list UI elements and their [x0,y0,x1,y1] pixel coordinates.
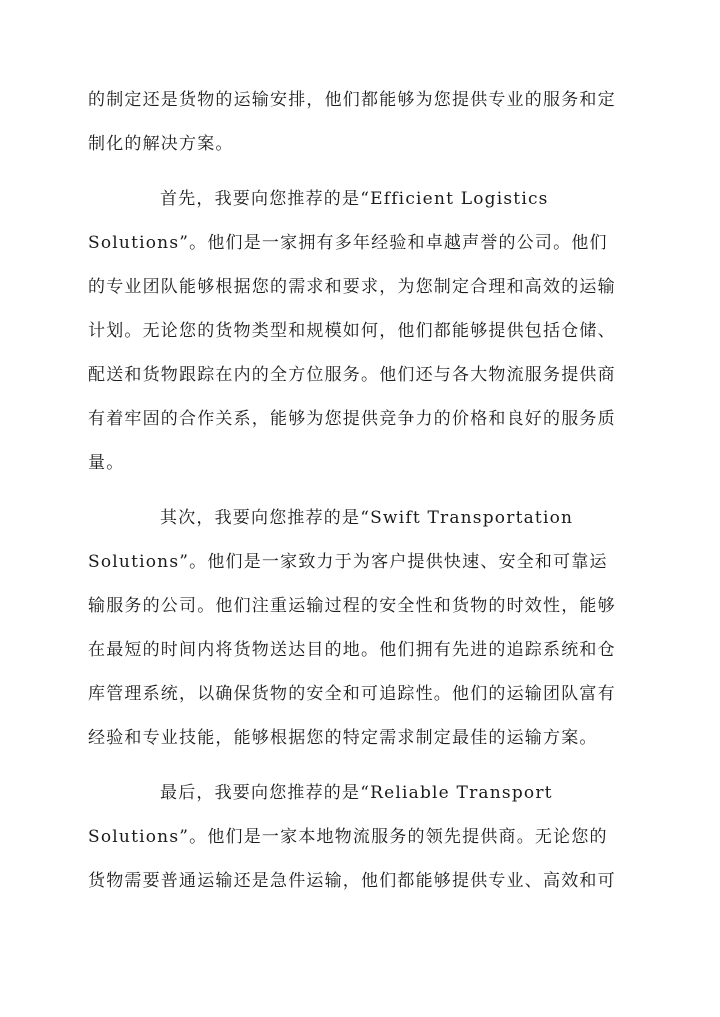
text-line: 经验和专业技能，能够根据您的特定需求制定最佳的运输方案。 [88,728,598,748]
text-line: 的制定还是货物的运输安排，他们都能够为您提供专业的服务和定 [88,90,616,110]
text-line: 的专业团队能够根据您的需求和要求，为您制定合理和高效的运输 [88,277,616,297]
text-line: 有着牢固的合作关系，能够为您提供竞争力的价格和良好的服务质 [88,409,616,429]
text-line: 货物需要普通运输还是急件运输，他们都能够提供专业、高效和可 [88,871,616,891]
text-line: Solutions”。他们是一家本地物流服务的领先提供商。无论您的 [88,827,608,847]
text-line: 库管理系统，以确保货物的安全和可追踪性。他们的运输团队富有 [88,684,616,704]
text-line: 量。 [88,453,125,473]
text-line: 在最短的时间内将货物送达目的地。他们拥有先进的追踪系统和仓 [88,640,616,660]
text-line: 制化的解决方案。 [88,134,234,154]
paragraph-start-line: 最后，我要向您推荐的是“Reliable Transport [160,783,553,803]
text-line: Solutions”。他们是一家致力于为客户提供快速、安全和可靠运 [88,552,608,572]
text-line: Solutions”。他们是一家拥有多年经验和卓越声誉的公司。他们 [88,233,608,253]
text-line: 配送和货物跟踪在内的全方位服务。他们还与各大物流服务提供商 [88,365,616,385]
text-line: 输服务的公司。他们注重运输过程的安全性和货物的时效性，能够 [88,596,616,616]
paragraph-start-line: 首先，我要向您推荐的是“Efficient Logistics [160,189,549,209]
text-line: 计划。无论您的货物类型和规模如何，他们都能够提供包括仓储、 [88,321,616,341]
paragraph-start-line: 其次，我要向您推荐的是“Swift Transportation [160,508,574,528]
